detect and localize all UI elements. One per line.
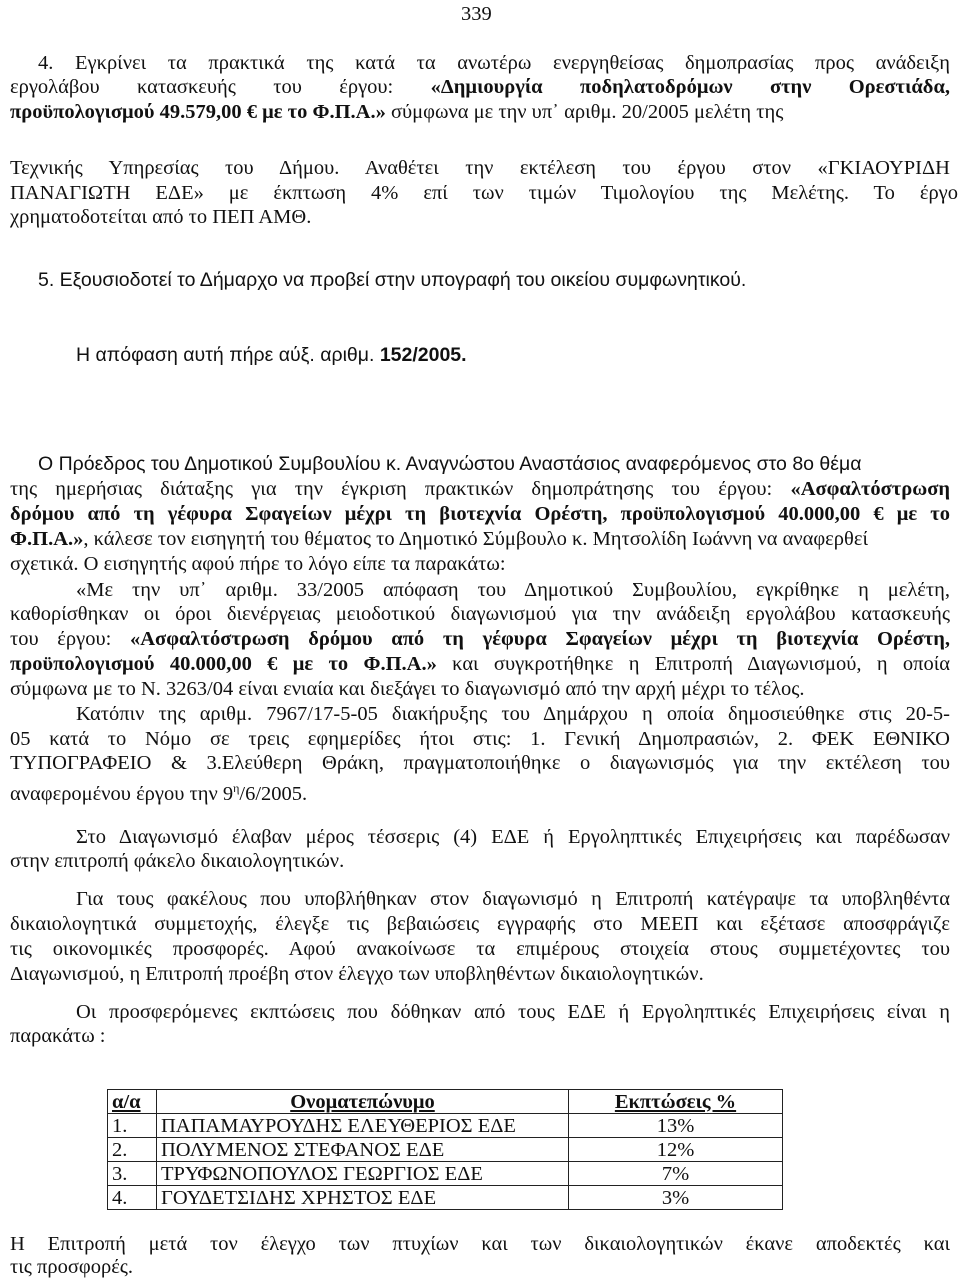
header-discount: Εκπτώσεις %	[569, 1090, 783, 1114]
para-4-line-2: στην επιτροπή φάκελο δικαιολογητικών.	[10, 850, 345, 872]
para-3-line-2: 05 κατά το Νόμο σε τρεις εφημερίδες ήτοι στις: 1. Γενική Δημοπρασιών, 2. ΦΕΚ ΕΘΝΙΚΟ	[10, 728, 950, 750]
row-index: 1.	[108, 1114, 157, 1138]
para-6-line-2: παρακάτω :	[10, 1025, 106, 1047]
table-row	[108, 1114, 783, 1138]
table-row	[108, 1186, 783, 1210]
header-index: α/α	[108, 1090, 157, 1114]
item-4-line-4: Τεχνικής Υπηρεσίας του Δήμου. Αναθέτει την εκτέλεση του έργου στον «ΓΚΙΑΟΥΡΙΔΗ	[10, 157, 950, 179]
para-1-project-title-start: «Ασφαλτόστρωση	[790, 478, 950, 500]
para-1-line-5: σχετικά. Ο εισηγητής αφού πήρε το λόγο είπε τα παρακάτω:	[10, 553, 506, 575]
para-2-line-1: «Με την υπ᾽ αριθμ. 33/2005 απόφαση του Δημοτικού Συμβουλίου, εγκρίθηκε η μελέτη,	[76, 579, 950, 601]
para-1-line-1: Ο Πρόεδρος του Δημοτικού Συμβουλίου κ. Αναγνώστου Αναστάσιος αναφερόμενος στο 8ο θέμα	[38, 453, 862, 475]
item-4-line-1: 4. Εγκρίνει τα πρακτικά της κατά τα ανωτέρω ενεργηθείσας δημοπρασίας προς ανάδειξη	[38, 52, 950, 74]
para-5-line-2: δικαιολογητικά συμμετοχής, έλεγξε τις βεβαιώσεις εγγραφής στο ΜΕΕΠ και εξέτασε αποσφράγιζε	[10, 913, 950, 935]
row-index: 4.	[108, 1186, 157, 1210]
para-2-project-title: «Ασφαλτόστρωση δρόμου από τη γέφυρα Σφαγείων μέχρι τη βιοτεχνία Ορέστη,	[129, 628, 950, 650]
para-2-line-4-text: και συγκροτήθηκε η Επιτροπή Διαγωνισμού, η οποία	[436, 653, 950, 675]
para-1-project-title-end: Φ.Π.Α.»	[10, 528, 84, 550]
closing-line-1: Η Επιτροπή μετά τον έλεγχο των πτυχίων και των δικαιολογητικών έκανε αποδεκτές και	[10, 1233, 950, 1255]
para-3-line-4-date: /6/2005.	[239, 782, 308, 805]
para-3-line-4	[10, 776, 307, 806]
para-5-line-4: Διαγωνισμού, η Επιτροπή προέβη στον έλεγχο των υποβληθέντων δικαιολογητικών.	[10, 963, 704, 985]
row-discount: 3%	[569, 1186, 783, 1210]
page-number: 339	[461, 3, 492, 25]
decision-label: Η απόφαση αυτή πήρε αύξ. αριθμ.	[76, 344, 380, 366]
para-2-line-5: σύμφωνα με το Ν. 3263/04 είναι ενιαία και διεξάγει το διαγωνισμό από την αρχή μέχρι το τέλος.	[10, 678, 805, 700]
para-3-ordinal: η	[233, 781, 240, 795]
item-4-line-3-text: σύμφωνα με την υπ᾽ αριθμ. 20/2005 μελέτη της	[385, 101, 784, 123]
item-4-line-5: ΠΑΝΑΓΙΩΤΗ ΕΔΕ» με έκπτωση 4% επί των τιμών Τιμολογίου της Μελέτης. Το έργο	[10, 182, 958, 204]
para-4-line-1: Στο Διαγωνισμό έλαβαν μέρος τέσσερις (4) ΕΔΕ ή Εργοληπτικές Επιχειρήσεις και παρέδωσαν	[76, 826, 950, 848]
para-5-line-3: τις οικονομικές προσφορές. Αφού ανακοίνωσε τα επιμέρους στοιχεία στους συμμετέχοντες του	[10, 938, 950, 960]
para-1-line-3	[10, 502, 950, 526]
row-discount: 12%	[569, 1138, 783, 1162]
para-1-project-title-rest: δρόμου από τη γέφυρα Σφαγείων μέχρι τη βιοτεχνία Ορέστη, προϋπολογισμού 40.000,00 € με το	[10, 503, 950, 525]
closing-line-2: τις προσφορές.	[10, 1256, 134, 1278]
table-row	[108, 1162, 783, 1186]
para-3-line-3: ΤΥΠΟΓΡΑΦΕΙΟ & 3.Ελεύθερη Θράκη, πραγματοποιήθηκε ο διαγωνισμός για την εκτέλεση του	[10, 752, 950, 774]
item-4-project-title: «Δημιουργία ποδηλατοδρόμων στην Ορεστιάδα,	[430, 76, 950, 98]
para-2-line-3	[10, 627, 950, 651]
para-1-line-4-text: , κάλεσε τον εισηγητή του θέματος το Δημοτικό Σύμβουλο κ. Μητσολίδη Ιωάννη να αναφερθεί	[83, 528, 868, 550]
row-name: ΤΡΥΦΩΝΟΠΟΥΛΟΣ ΓΕΩΡΓΙΟΣ ΕΔΕ	[157, 1162, 569, 1186]
offers-table	[107, 1089, 783, 1210]
para-3-line-4-text: αναφερομένου έργου την 9	[10, 782, 234, 805]
item-4-line-2	[10, 75, 950, 99]
item-5: 5. Εξουσιοδοτεί το Δήμαρχο να προβεί στην υπογραφή του οικείου συμφωνητικού.	[38, 269, 747, 291]
item-4-line-6: χρηματοδοτείται από το ΠΕΠ ΑΜΘ.	[10, 206, 312, 228]
row-name: ΠΑΠΑΜΑΥΡΟΥΔΗΣ ΕΛΕΥΘΕΡΙΟΣ ΕΔΕ	[157, 1114, 569, 1138]
para-1-line-2-text: της ημερήσιας διάταξης για την έγκριση πρακτικών δημοπράτησης του έργου:	[10, 478, 791, 500]
para-1-line-2	[10, 477, 950, 501]
decision-number	[76, 343, 467, 367]
para-5-line-1: Για τους φακέλους που υποβλήθηκαν στον διαγωνισμό η Επιτροπή κατέγραψε τα υποβληθέντα	[76, 888, 950, 910]
item-4-project-budget: προϋπολογισμού 49.579,00 € με το Φ.Π.Α.»	[10, 101, 386, 123]
decision-value: 152/2005.	[379, 344, 467, 366]
table-header-row	[108, 1090, 783, 1114]
para-2-line-3-text: του έργου:	[10, 628, 130, 650]
table-row	[108, 1138, 783, 1162]
para-6-line-1: Οι προσφερόμενες εκπτώσεις που δόθηκαν από τους ΕΔΕ ή Εργοληπτικές Επιχειρήσεις είναι η	[76, 1001, 950, 1023]
row-name: ΠΟΛΥΜΕΝΟΣ ΣΤΕΦΑΝΟΣ ΕΔΕ	[157, 1138, 569, 1162]
item-4-line-2-text: εργολάβου κατασκευής του έργου:	[10, 76, 431, 98]
header-name: Ονοματεπώνυμο	[157, 1090, 569, 1114]
row-discount: 7%	[569, 1162, 783, 1186]
para-3-line-1: Κατόπιν της αριθμ. 7967/17-5-05 διακήρυξης του Δημάρχου η οποία δημοσιεύθηκε στις 20-5-	[76, 703, 950, 725]
row-name: ΓΟΥΔΕΤΣΙΔΗΣ ΧΡΗΣΤΟΣ ΕΔΕ	[157, 1186, 569, 1210]
para-2-line-2: καθορίσθηκαν οι όροι διενέργειας μειοδοτικού διαγωνισμού για την ανάδειξη εργολάβου κατασκευής	[10, 603, 950, 625]
row-index: 2.	[108, 1138, 157, 1162]
para-2-line-4	[10, 652, 950, 676]
para-2-project-budget: προϋπολογισμού 40.000,00 € με το Φ.Π.Α.»	[10, 653, 437, 675]
row-discount: 13%	[569, 1114, 783, 1138]
row-index: 3.	[108, 1162, 157, 1186]
item-4-line-3	[10, 100, 783, 124]
para-1-line-4	[10, 527, 868, 551]
